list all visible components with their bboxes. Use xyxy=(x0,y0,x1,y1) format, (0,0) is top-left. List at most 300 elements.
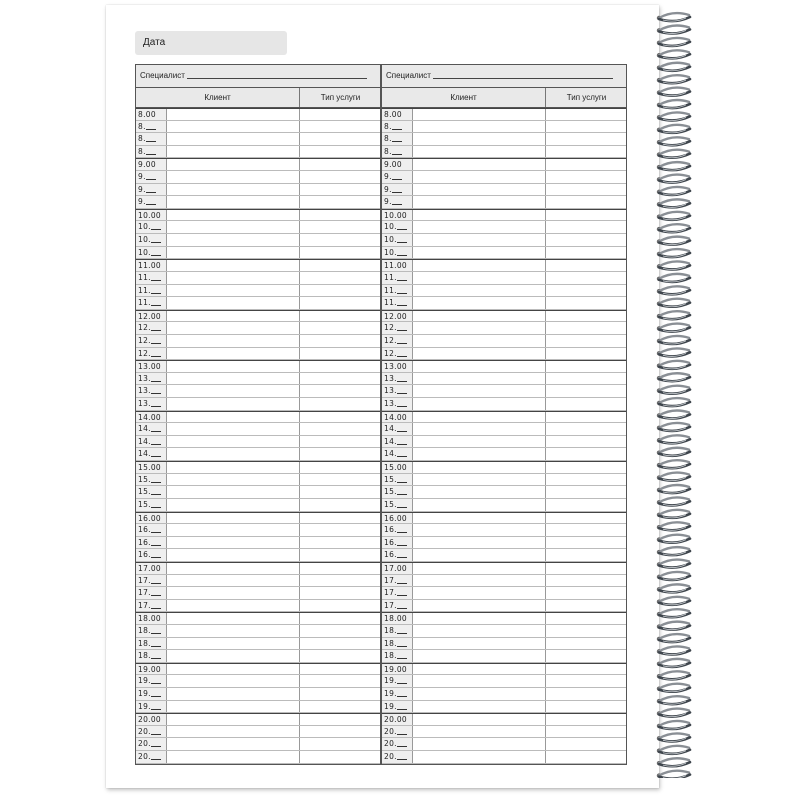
client-cell[interactable] xyxy=(413,638,545,650)
client-cell[interactable] xyxy=(167,462,299,473)
client-cell[interactable] xyxy=(167,726,299,738)
minutes-blank[interactable] xyxy=(151,234,161,243)
service-type-cell[interactable] xyxy=(299,234,381,246)
minutes-blank[interactable] xyxy=(397,575,407,584)
service-type-cell[interactable] xyxy=(299,348,381,360)
client-cell[interactable] xyxy=(167,184,299,196)
minutes-blank[interactable] xyxy=(146,171,156,180)
minutes-blank[interactable] xyxy=(151,423,161,432)
service-type-cell[interactable] xyxy=(545,537,627,549)
service-type-cell[interactable] xyxy=(299,474,381,486)
client-cell[interactable] xyxy=(413,171,545,183)
time-cell: 14.00 xyxy=(136,412,167,423)
service-type-cell[interactable] xyxy=(299,587,381,599)
service-type-cell[interactable] xyxy=(545,714,627,725)
client-cell[interactable] xyxy=(413,688,545,700)
minutes-blank[interactable] xyxy=(392,184,402,193)
service-type-cell[interactable] xyxy=(299,600,381,612)
client-cell[interactable] xyxy=(167,486,299,498)
client-cell[interactable] xyxy=(167,613,299,624)
minutes-blank[interactable] xyxy=(151,549,161,558)
minutes-blank[interactable] xyxy=(397,537,407,546)
minutes-blank[interactable] xyxy=(397,436,407,445)
service-type-cell[interactable] xyxy=(545,664,627,675)
minutes-blank[interactable] xyxy=(397,675,407,684)
time-cell: 15. xyxy=(136,474,167,486)
service-type-cell[interactable] xyxy=(545,285,627,297)
minutes-blank[interactable] xyxy=(146,146,156,155)
service-type-cell[interactable] xyxy=(545,587,627,599)
service-type-cell[interactable] xyxy=(299,675,381,687)
client-cell[interactable] xyxy=(167,398,299,410)
service-type-cell[interactable] xyxy=(299,412,381,423)
service-type-cell[interactable] xyxy=(545,146,627,158)
minutes-blank[interactable] xyxy=(151,751,161,760)
client-cell[interactable] xyxy=(413,423,545,435)
minutes-blank[interactable] xyxy=(151,297,161,306)
client-cell[interactable] xyxy=(167,210,299,221)
service-type-cell[interactable] xyxy=(299,373,381,385)
service-type-cell[interactable] xyxy=(545,486,627,498)
client-cell[interactable] xyxy=(413,361,545,372)
client-cell[interactable] xyxy=(413,751,545,763)
minutes-blank[interactable] xyxy=(151,385,161,394)
minutes-blank[interactable] xyxy=(151,335,161,344)
service-type-cell[interactable] xyxy=(545,121,627,133)
service-type-cell[interactable] xyxy=(299,563,381,574)
client-cell[interactable] xyxy=(167,448,299,460)
service-type-cell[interactable] xyxy=(299,285,381,297)
time-row xyxy=(136,297,380,310)
client-cell[interactable] xyxy=(413,600,545,612)
service-type-cell[interactable] xyxy=(299,146,381,158)
client-cell[interactable] xyxy=(413,109,545,120)
client-cell[interactable] xyxy=(413,234,545,246)
service-type-cell[interactable] xyxy=(545,196,627,208)
client-cell[interactable] xyxy=(167,247,299,259)
service-type-cell[interactable] xyxy=(299,537,381,549)
client-cell[interactable] xyxy=(167,159,299,170)
client-cell[interactable] xyxy=(413,398,545,410)
client-cell[interactable] xyxy=(413,285,545,297)
service-type-cell[interactable] xyxy=(545,109,627,120)
service-type-cell[interactable] xyxy=(545,701,627,713)
service-type-cell[interactable] xyxy=(299,121,381,133)
service-type-cell[interactable] xyxy=(545,751,627,763)
minutes-blank[interactable] xyxy=(151,600,161,609)
minutes-blank[interactable] xyxy=(397,625,407,634)
client-cell[interactable] xyxy=(413,322,545,334)
client-cell[interactable] xyxy=(413,575,545,587)
minutes-blank[interactable] xyxy=(397,385,407,394)
minutes-blank[interactable] xyxy=(397,221,407,230)
service-type-cell[interactable] xyxy=(545,675,627,687)
client-cell[interactable] xyxy=(413,513,545,524)
client-cell[interactable] xyxy=(167,272,299,284)
service-type-cell[interactable] xyxy=(299,260,381,271)
minutes-blank[interactable] xyxy=(392,146,402,155)
client-cell[interactable] xyxy=(413,701,545,713)
client-cell[interactable] xyxy=(167,738,299,750)
client-cell[interactable] xyxy=(167,297,299,309)
client-cell[interactable] xyxy=(167,650,299,662)
client-cell[interactable] xyxy=(167,146,299,158)
service-type-cell[interactable] xyxy=(299,297,381,309)
minutes-blank[interactable] xyxy=(397,348,407,357)
minutes-blank[interactable] xyxy=(397,587,407,596)
service-type-cell[interactable] xyxy=(545,297,627,309)
service-type-cell[interactable] xyxy=(545,260,627,271)
minutes-blank[interactable] xyxy=(397,688,407,697)
client-cell[interactable] xyxy=(413,260,545,271)
client-cell[interactable] xyxy=(413,196,545,208)
client-cell[interactable] xyxy=(413,221,545,233)
client-cell[interactable] xyxy=(167,625,299,637)
service-type-cell[interactable] xyxy=(299,738,381,750)
minutes-blank[interactable] xyxy=(397,486,407,495)
client-cell[interactable] xyxy=(167,260,299,271)
minutes-blank[interactable] xyxy=(397,549,407,558)
minutes-blank[interactable] xyxy=(151,675,161,684)
client-cell[interactable] xyxy=(167,600,299,612)
client-cell[interactable] xyxy=(167,751,299,763)
service-type-cell[interactable] xyxy=(299,196,381,208)
client-cell[interactable] xyxy=(167,537,299,549)
service-type-cell[interactable] xyxy=(299,385,381,397)
service-type-cell[interactable] xyxy=(545,563,627,574)
minutes-blank[interactable] xyxy=(146,196,156,205)
minutes-blank[interactable] xyxy=(146,133,156,142)
service-type-cell[interactable] xyxy=(299,322,381,334)
client-cell[interactable] xyxy=(167,701,299,713)
service-type-cell[interactable] xyxy=(299,133,381,145)
service-type-cell[interactable] xyxy=(299,210,381,221)
specialist-field[interactable] xyxy=(135,64,381,88)
service-type-cell[interactable] xyxy=(545,184,627,196)
client-cell[interactable] xyxy=(413,726,545,738)
client-cell[interactable] xyxy=(167,348,299,360)
minutes-blank[interactable] xyxy=(397,285,407,294)
service-type-cell[interactable] xyxy=(545,575,627,587)
service-type-cell[interactable] xyxy=(299,664,381,675)
service-type-cell[interactable] xyxy=(545,311,627,322)
client-cell[interactable] xyxy=(413,625,545,637)
service-type-cell[interactable] xyxy=(545,348,627,360)
minutes-blank[interactable] xyxy=(146,121,156,130)
minutes-blank[interactable] xyxy=(151,537,161,546)
minutes-blank[interactable] xyxy=(397,272,407,281)
client-cell[interactable] xyxy=(413,121,545,133)
client-cell[interactable] xyxy=(167,234,299,246)
service-type-cell[interactable] xyxy=(545,625,627,637)
minutes-blank[interactable] xyxy=(151,285,161,294)
time-cell: 10. xyxy=(382,221,413,233)
minutes-blank[interactable] xyxy=(151,625,161,634)
minutes-blank[interactable] xyxy=(397,751,407,760)
client-cell[interactable] xyxy=(413,549,545,561)
service-type-cell[interactable] xyxy=(299,524,381,536)
service-type-cell[interactable] xyxy=(299,448,381,460)
specialist-field[interactable] xyxy=(381,64,627,88)
service-type-cell[interactable] xyxy=(545,688,627,700)
client-cell[interactable] xyxy=(167,436,299,448)
minutes-blank[interactable] xyxy=(392,196,402,205)
service-type-cell[interactable] xyxy=(299,398,381,410)
service-type-cell[interactable] xyxy=(299,221,381,233)
service-type-cell[interactable] xyxy=(299,462,381,473)
client-cell[interactable] xyxy=(413,675,545,687)
service-type-cell[interactable] xyxy=(545,738,627,750)
minutes-blank[interactable] xyxy=(397,247,407,256)
service-type-cell[interactable] xyxy=(545,171,627,183)
minutes-blank[interactable] xyxy=(151,436,161,445)
service-type-cell[interactable] xyxy=(545,335,627,347)
minutes-blank[interactable] xyxy=(397,738,407,747)
minutes-blank[interactable] xyxy=(151,348,161,357)
client-cell[interactable] xyxy=(413,499,545,511)
spiral-loop xyxy=(657,634,690,642)
client-cell[interactable] xyxy=(167,196,299,208)
service-type-cell[interactable] xyxy=(545,398,627,410)
client-cell[interactable] xyxy=(413,486,545,498)
service-type-cell[interactable] xyxy=(545,513,627,524)
client-cell[interactable] xyxy=(167,474,299,486)
minutes-blank[interactable] xyxy=(151,701,161,710)
client-cell[interactable] xyxy=(167,563,299,574)
client-cell[interactable] xyxy=(167,311,299,322)
minutes-blank[interactable] xyxy=(151,499,161,508)
service-type-cell[interactable] xyxy=(545,600,627,612)
minutes-blank[interactable] xyxy=(151,398,161,407)
service-type-cell[interactable] xyxy=(299,184,381,196)
minutes-blank[interactable] xyxy=(392,133,402,142)
service-type-cell[interactable] xyxy=(299,714,381,725)
client-cell[interactable] xyxy=(167,285,299,297)
client-cell[interactable] xyxy=(167,549,299,561)
minutes-blank[interactable] xyxy=(397,701,407,710)
client-cell[interactable] xyxy=(167,688,299,700)
client-cell[interactable] xyxy=(413,587,545,599)
service-type-cell[interactable] xyxy=(545,221,627,233)
minutes-blank[interactable] xyxy=(392,171,402,180)
minutes-blank[interactable] xyxy=(397,322,407,331)
client-cell[interactable] xyxy=(167,109,299,120)
service-type-cell[interactable] xyxy=(299,638,381,650)
service-type-cell[interactable] xyxy=(545,322,627,334)
service-type-cell[interactable] xyxy=(299,688,381,700)
service-type-cell[interactable] xyxy=(299,159,381,170)
minutes-blank[interactable] xyxy=(151,738,161,747)
service-type-cell[interactable] xyxy=(299,272,381,284)
client-cell[interactable] xyxy=(413,563,545,574)
minutes-blank[interactable] xyxy=(151,587,161,596)
service-type-cell[interactable] xyxy=(545,385,627,397)
client-cell[interactable] xyxy=(167,675,299,687)
client-cell[interactable] xyxy=(413,297,545,309)
client-cell[interactable] xyxy=(413,524,545,536)
client-cell[interactable] xyxy=(413,159,545,170)
client-cell[interactable] xyxy=(167,322,299,334)
service-type-cell[interactable] xyxy=(545,412,627,423)
client-cell[interactable] xyxy=(167,638,299,650)
minutes-blank[interactable] xyxy=(151,688,161,697)
time-row xyxy=(136,474,380,487)
service-type-cell[interactable] xyxy=(299,499,381,511)
minutes-blank[interactable] xyxy=(151,650,161,659)
service-type-cell[interactable] xyxy=(299,650,381,662)
client-cell[interactable] xyxy=(413,537,545,549)
minutes-blank[interactable] xyxy=(397,600,407,609)
service-type-cell[interactable] xyxy=(545,549,627,561)
client-cell[interactable] xyxy=(167,664,299,675)
service-type-cell[interactable] xyxy=(545,234,627,246)
service-type-cell[interactable] xyxy=(299,625,381,637)
client-cell[interactable] xyxy=(413,738,545,750)
client-cell[interactable] xyxy=(167,361,299,372)
service-type-cell[interactable] xyxy=(299,549,381,561)
service-type-cell[interactable] xyxy=(299,423,381,435)
minutes-blank[interactable] xyxy=(151,486,161,495)
client-cell[interactable] xyxy=(413,613,545,624)
client-cell[interactable] xyxy=(167,373,299,385)
minutes-blank[interactable] xyxy=(151,448,161,457)
client-cell[interactable] xyxy=(167,385,299,397)
service-type-cell[interactable] xyxy=(545,159,627,170)
client-cell[interactable] xyxy=(413,133,545,145)
client-cell[interactable] xyxy=(413,448,545,460)
service-type-cell[interactable] xyxy=(299,613,381,624)
service-type-cell[interactable] xyxy=(299,436,381,448)
service-type-cell[interactable] xyxy=(299,311,381,322)
minutes-blank[interactable] xyxy=(397,448,407,457)
client-cell[interactable] xyxy=(413,311,545,322)
client-cell[interactable] xyxy=(167,133,299,145)
client-cell[interactable] xyxy=(167,171,299,183)
date-field[interactable] xyxy=(135,31,287,55)
service-type-cell[interactable] xyxy=(545,373,627,385)
service-type-cell[interactable] xyxy=(545,423,627,435)
service-type-cell[interactable] xyxy=(545,474,627,486)
client-cell[interactable] xyxy=(167,412,299,423)
time-cell: 19. xyxy=(382,675,413,687)
service-type-cell[interactable] xyxy=(299,575,381,587)
service-type-cell[interactable] xyxy=(299,361,381,372)
service-type-cell[interactable] xyxy=(545,650,627,662)
service-type-cell[interactable] xyxy=(299,171,381,183)
minutes-blank[interactable] xyxy=(151,221,161,230)
minutes-blank[interactable] xyxy=(397,297,407,306)
service-type-cell[interactable] xyxy=(545,247,627,259)
client-cell[interactable] xyxy=(167,513,299,524)
service-type-cell[interactable] xyxy=(545,133,627,145)
client-cell[interactable] xyxy=(167,423,299,435)
service-type-cell[interactable] xyxy=(545,361,627,372)
minutes-blank[interactable] xyxy=(397,234,407,243)
client-cell[interactable] xyxy=(167,587,299,599)
service-type-cell[interactable] xyxy=(299,486,381,498)
minutes-blank[interactable] xyxy=(146,184,156,193)
client-cell[interactable] xyxy=(413,348,545,360)
minutes-blank[interactable] xyxy=(397,499,407,508)
minutes-blank[interactable] xyxy=(397,398,407,407)
service-type-cell[interactable] xyxy=(545,448,627,460)
client-cell[interactable] xyxy=(413,272,545,284)
service-type-cell[interactable] xyxy=(299,109,381,120)
time-cell: 15. xyxy=(382,499,413,511)
minutes-blank[interactable] xyxy=(151,474,161,483)
minutes-blank[interactable] xyxy=(397,423,407,432)
minutes-blank[interactable] xyxy=(397,650,407,659)
client-cell[interactable] xyxy=(167,221,299,233)
minutes-blank[interactable] xyxy=(151,638,161,647)
minutes-blank[interactable] xyxy=(397,524,407,533)
service-type-cell[interactable] xyxy=(545,726,627,738)
client-cell[interactable] xyxy=(413,664,545,675)
service-type-cell[interactable] xyxy=(545,210,627,221)
minutes-blank[interactable] xyxy=(151,524,161,533)
minutes-blank[interactable] xyxy=(397,474,407,483)
client-cell[interactable] xyxy=(167,121,299,133)
minutes-blank[interactable] xyxy=(151,575,161,584)
service-type-cell[interactable] xyxy=(299,701,381,713)
service-type-cell[interactable] xyxy=(299,751,381,763)
service-type-cell[interactable] xyxy=(545,613,627,624)
service-type-cell[interactable] xyxy=(299,513,381,524)
client-cell[interactable] xyxy=(413,474,545,486)
client-cell[interactable] xyxy=(167,714,299,725)
minutes-blank[interactable] xyxy=(151,247,161,256)
service-type-cell[interactable] xyxy=(299,335,381,347)
client-cell[interactable] xyxy=(413,436,545,448)
client-cell[interactable] xyxy=(413,335,545,347)
minutes-blank[interactable] xyxy=(397,373,407,382)
minutes-blank[interactable] xyxy=(151,322,161,331)
service-type-cell[interactable] xyxy=(545,524,627,536)
minutes-blank[interactable] xyxy=(392,121,402,130)
client-cell[interactable] xyxy=(413,385,545,397)
service-type-cell[interactable] xyxy=(545,638,627,650)
minutes-blank[interactable] xyxy=(397,638,407,647)
minutes-blank[interactable] xyxy=(397,726,407,735)
minutes-blank[interactable] xyxy=(397,335,407,344)
client-cell[interactable] xyxy=(167,335,299,347)
service-type-cell[interactable] xyxy=(545,436,627,448)
client-cell[interactable] xyxy=(413,146,545,158)
client-cell[interactable] xyxy=(413,184,545,196)
client-cell[interactable] xyxy=(413,650,545,662)
client-cell[interactable] xyxy=(413,714,545,725)
client-cell[interactable] xyxy=(167,499,299,511)
service-type-cell[interactable] xyxy=(545,499,627,511)
client-cell[interactable] xyxy=(413,462,545,473)
client-cell[interactable] xyxy=(413,412,545,423)
client-cell[interactable] xyxy=(167,524,299,536)
client-cell[interactable] xyxy=(413,247,545,259)
client-cell[interactable] xyxy=(413,373,545,385)
client-cell[interactable] xyxy=(167,575,299,587)
service-type-cell[interactable] xyxy=(545,462,627,473)
minutes-blank[interactable] xyxy=(151,726,161,735)
service-type-cell[interactable] xyxy=(299,247,381,259)
spiral-loop xyxy=(657,758,690,766)
time-cell: 20. xyxy=(382,751,413,763)
minutes-blank[interactable] xyxy=(151,373,161,382)
service-type-cell[interactable] xyxy=(299,726,381,738)
client-cell[interactable] xyxy=(413,210,545,221)
time-cell: 11. xyxy=(382,272,413,284)
minutes-blank[interactable] xyxy=(151,272,161,281)
service-type-cell[interactable] xyxy=(545,272,627,284)
